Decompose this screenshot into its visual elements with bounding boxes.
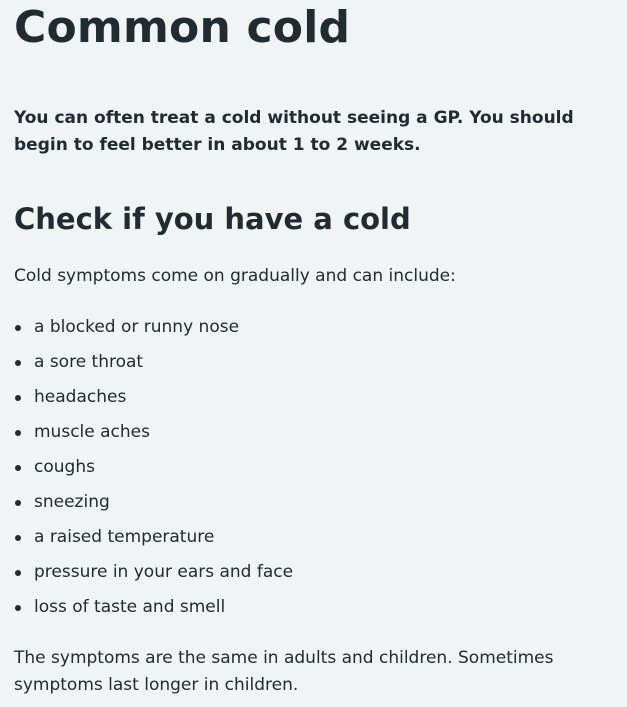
list-item xyxy=(14,419,293,454)
symptoms-intro: Cold symptoms come on gradually and can include: xyxy=(14,266,456,286)
section-heading: Check if you have a cold xyxy=(14,202,411,236)
list-item xyxy=(14,489,293,524)
symptoms-list xyxy=(14,314,293,629)
list-item xyxy=(14,454,293,489)
list-item-text: sneezing xyxy=(34,492,110,512)
list-item-text: a raised temperature xyxy=(34,527,215,547)
list-item xyxy=(14,384,293,419)
bullet-icon xyxy=(15,395,21,401)
lede-paragraph: You can often treat a cold without seeing a GP. You should begin to feel better in about 1 to 2 weeks. xyxy=(14,108,574,155)
bullet-icon xyxy=(15,465,21,471)
list-item-text: a sore throat xyxy=(34,352,144,372)
list-item-text: muscle aches xyxy=(34,422,150,442)
list-item xyxy=(14,314,293,349)
symptoms-outro: The symptoms are the same in adults and children. Sometimes symptoms last longer in children. xyxy=(14,648,554,695)
list-item xyxy=(14,594,293,629)
page-title: Common cold xyxy=(14,2,351,53)
list-item-text: a blocked or runny nose xyxy=(34,317,240,337)
bullet-icon xyxy=(15,500,21,506)
list-item xyxy=(14,349,293,384)
bullet-icon xyxy=(15,605,21,611)
list-item-text: headaches xyxy=(34,387,127,407)
list-item xyxy=(14,524,293,559)
list-item xyxy=(14,559,293,594)
bullet-icon xyxy=(15,430,21,436)
list-item-text: coughs xyxy=(34,457,95,477)
list-item-text: loss of taste and smell xyxy=(34,597,226,617)
bullet-icon xyxy=(15,570,21,576)
list-item-text: pressure in your ears and face xyxy=(34,562,294,582)
bullet-icon xyxy=(15,325,21,331)
bullet-icon xyxy=(15,535,21,541)
bullet-icon xyxy=(15,360,21,366)
